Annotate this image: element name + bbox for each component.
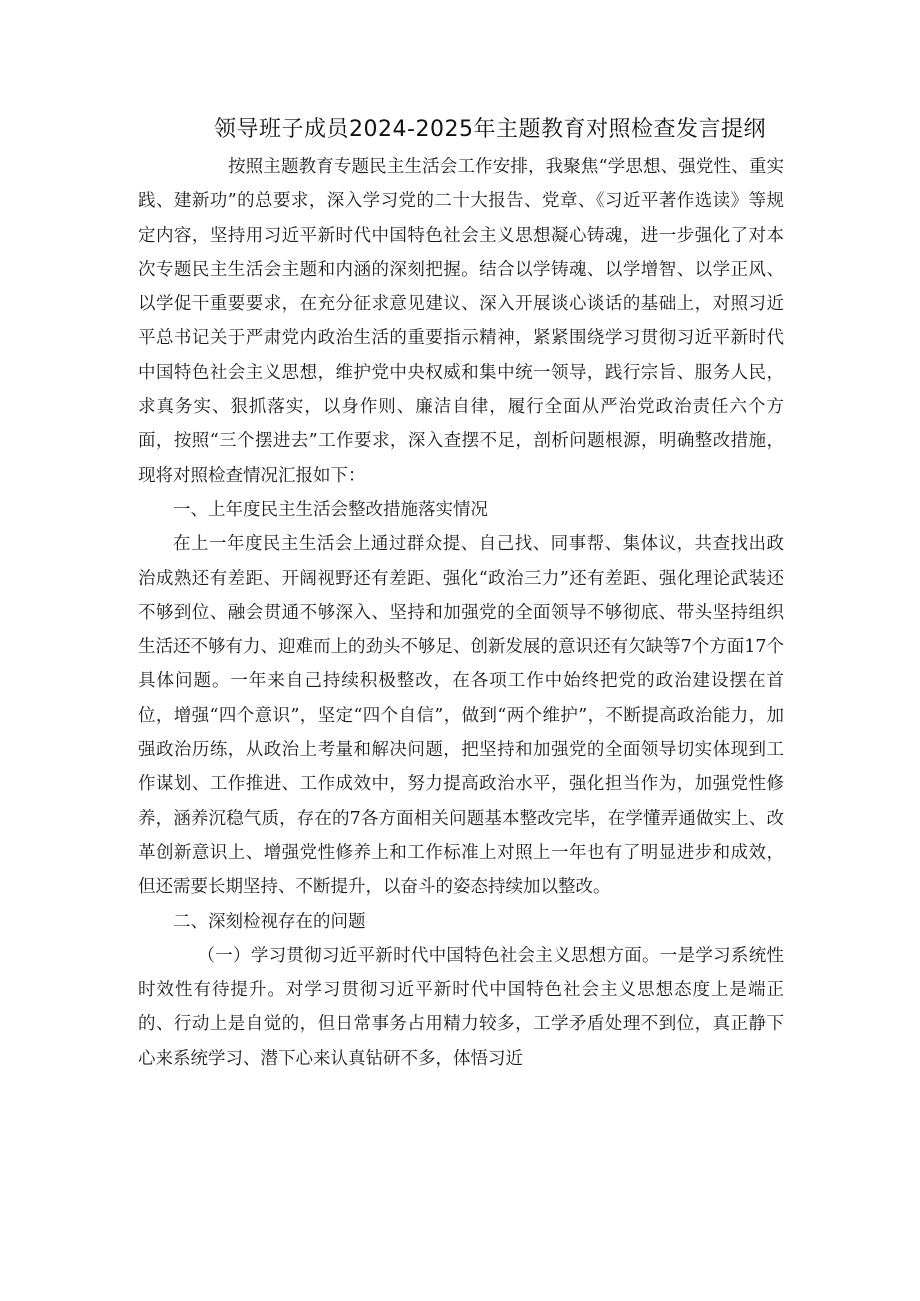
document-title: 领导班子成员2024-2025年主题教育对照检查发言提纲 xyxy=(214,117,766,142)
document-body xyxy=(138,150,784,1076)
intro-paragraph: 按照主题教育专题民主生活会工作安排，我聚焦“学思想、强党性、重实践、建新功”的总要求，深入学习党的二十大报告、党章、《习近平著作选读》等规定内容，坚持用习近平新时代中国特色社会主义思想凝心铸魂，进一步强化了对本次专题民主生活会主题和内涵的深刻把握。结合以学铸魂、以学增智、以学正风、以学促干重要要求，在充分征求意见建议、深入开展谈心谈话的基础上，对照习近平总书记关于严肃党内政治生活的重要指示精神，紧紧围绕学习贯彻习近平新时代中国特色社会主义思想，维护党中央权威和集中统一领导，践行宗旨、服务人民，求真务实、狠抓落实，以身作则、廉洁自律，履行全面从严治党政治责任六个方面，按照“三个摆进去”工作要求，深入查摆不足，剖析问题根源，明确整改措施，现将对照检查情况汇报如下： xyxy=(138,157,784,486)
section-heading-1: 一、上年度民主生活会整改措施落实情况 xyxy=(173,499,488,520)
section-heading-2: 二、深刻检视存在的问题 xyxy=(173,911,366,932)
section-2-paragraph: （一）学习贯彻习近平新时代中国特色社会主义思想方面。一是学习系统性时效性有待提升。对学习贯彻习近平新时代中国特色社会主义思想态度上是端正的、行动上是自觉的，但日常事务占用精力较多，工学矛盾处理不到位，真正静下心来系统学习、潜下心来认真钻研不多，体悟习近 xyxy=(138,945,784,1069)
section-1-paragraph: 在上一年度民主生活会上通过群众提、自己找、同事帮、集体议，共查找出政治成熟还有差距、开阔视野还有差距、强化“政治三力”还有差距、强化理论武装还不够到位、融会贯通不够深入、坚持和加强党的全面领导不够彻底、带头坚持组织生活还不够有力、迎难而上的劲头不够足、创新发展的意识还有欠缺等7个方面17个具体问题。一年来自己持续积极整改，在各项工作中始终把党的政治建设摆在首位，增强“四个意识”，坚定“四个自信”，做到“两个维护”，不断提高政治能力，加强政治历练，从政治上考量和解决问题，把坚持和加强党的全面领导切实体现到工作谋划、工作推进、工作成效中，努力提高政治水平，强化担当作为，加强党性修养，涵养沉稳气质，存在的7各方面相关问题基本整改完毕，在学懂弄通做实上、改革创新意识上、增强党性修养上和工作标准上对照上一年也有了明显进步和成效，但还需要长期坚持、不断提升，以奋斗的姿态持续加以整改。 xyxy=(138,534,784,898)
